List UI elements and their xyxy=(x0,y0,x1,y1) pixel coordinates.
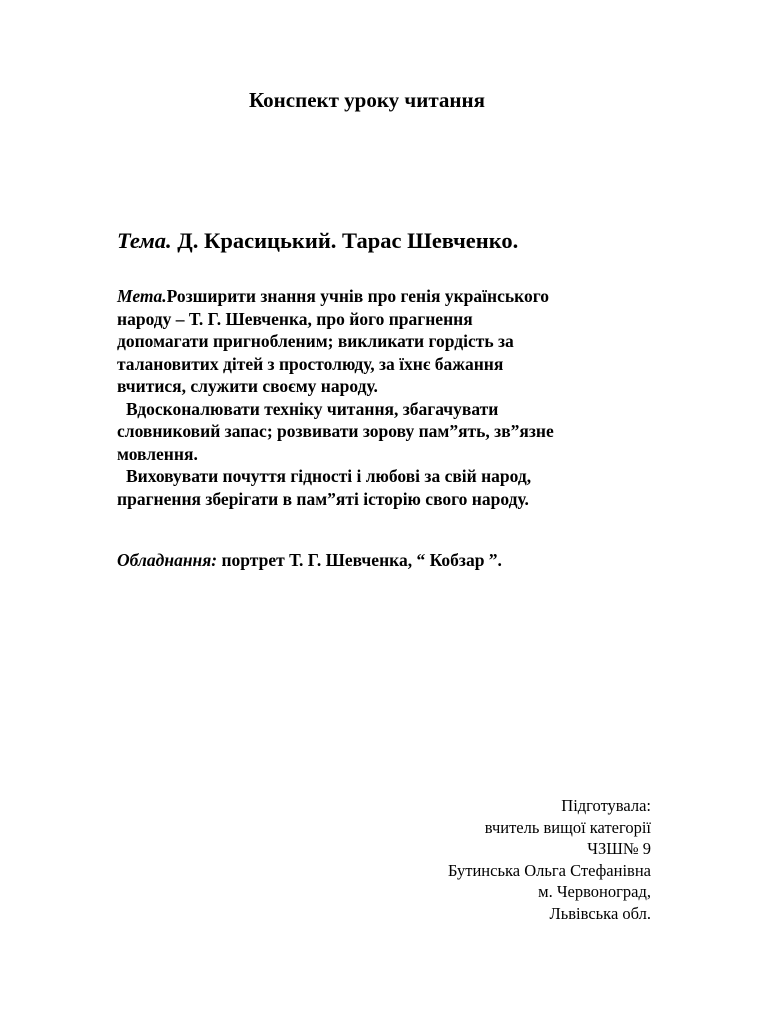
signature-line: м. Червоноград, xyxy=(538,882,651,902)
equipment-text: портрет Т. Г. Шевченка, “ Кобзар ”. xyxy=(217,550,502,570)
lesson-goal xyxy=(117,285,657,510)
goal-line: талановитих дітей з простолюду, за їхнє бажання xyxy=(117,353,504,374)
signature-line: Бутинська Ольга Стефанівна xyxy=(447,860,651,880)
signature-line: ЧЗШ№ 9 xyxy=(587,839,651,859)
signature-line: Підготувала: xyxy=(561,796,651,815)
goal-line: Вдосконалювати техніку читання, збагачувати xyxy=(126,398,499,419)
signature-line: вчитель вищої категорії xyxy=(484,817,651,837)
goal-line: народу – Т. Г. Шевченка, про його прагнення xyxy=(117,308,473,329)
signature-line: Львівська обл. xyxy=(549,903,651,923)
goal-label: Мета. xyxy=(117,286,167,306)
topic-text: Д. Красицький. Тарас Шевченко. xyxy=(171,228,519,253)
goal-line: словниковий запас; розвивати зорову пам”ять, зв”язне xyxy=(117,421,554,441)
goal-line: Виховувати почуття гідності і любові за свій народ, xyxy=(126,466,532,486)
equipment-label: Обладнання: xyxy=(117,550,218,570)
goal-line: Мета.Розширити знання учнів про генія українського xyxy=(117,286,549,306)
goal-line: вчитися, служити своєму народу. xyxy=(117,376,378,396)
topic-label: Тема. xyxy=(117,228,172,253)
author-signature-block xyxy=(448,795,651,925)
goal-line: мовлення. xyxy=(117,443,198,464)
goal-line: прагнення зберігати в пам”яті історію свого народу. xyxy=(117,488,529,509)
lesson-equipment xyxy=(117,550,502,571)
goal-line: допомагати пригнобленим; викликати гордість за xyxy=(117,331,514,351)
page-title: Конспект уроку читання xyxy=(249,88,485,112)
lesson-topic xyxy=(117,228,518,254)
